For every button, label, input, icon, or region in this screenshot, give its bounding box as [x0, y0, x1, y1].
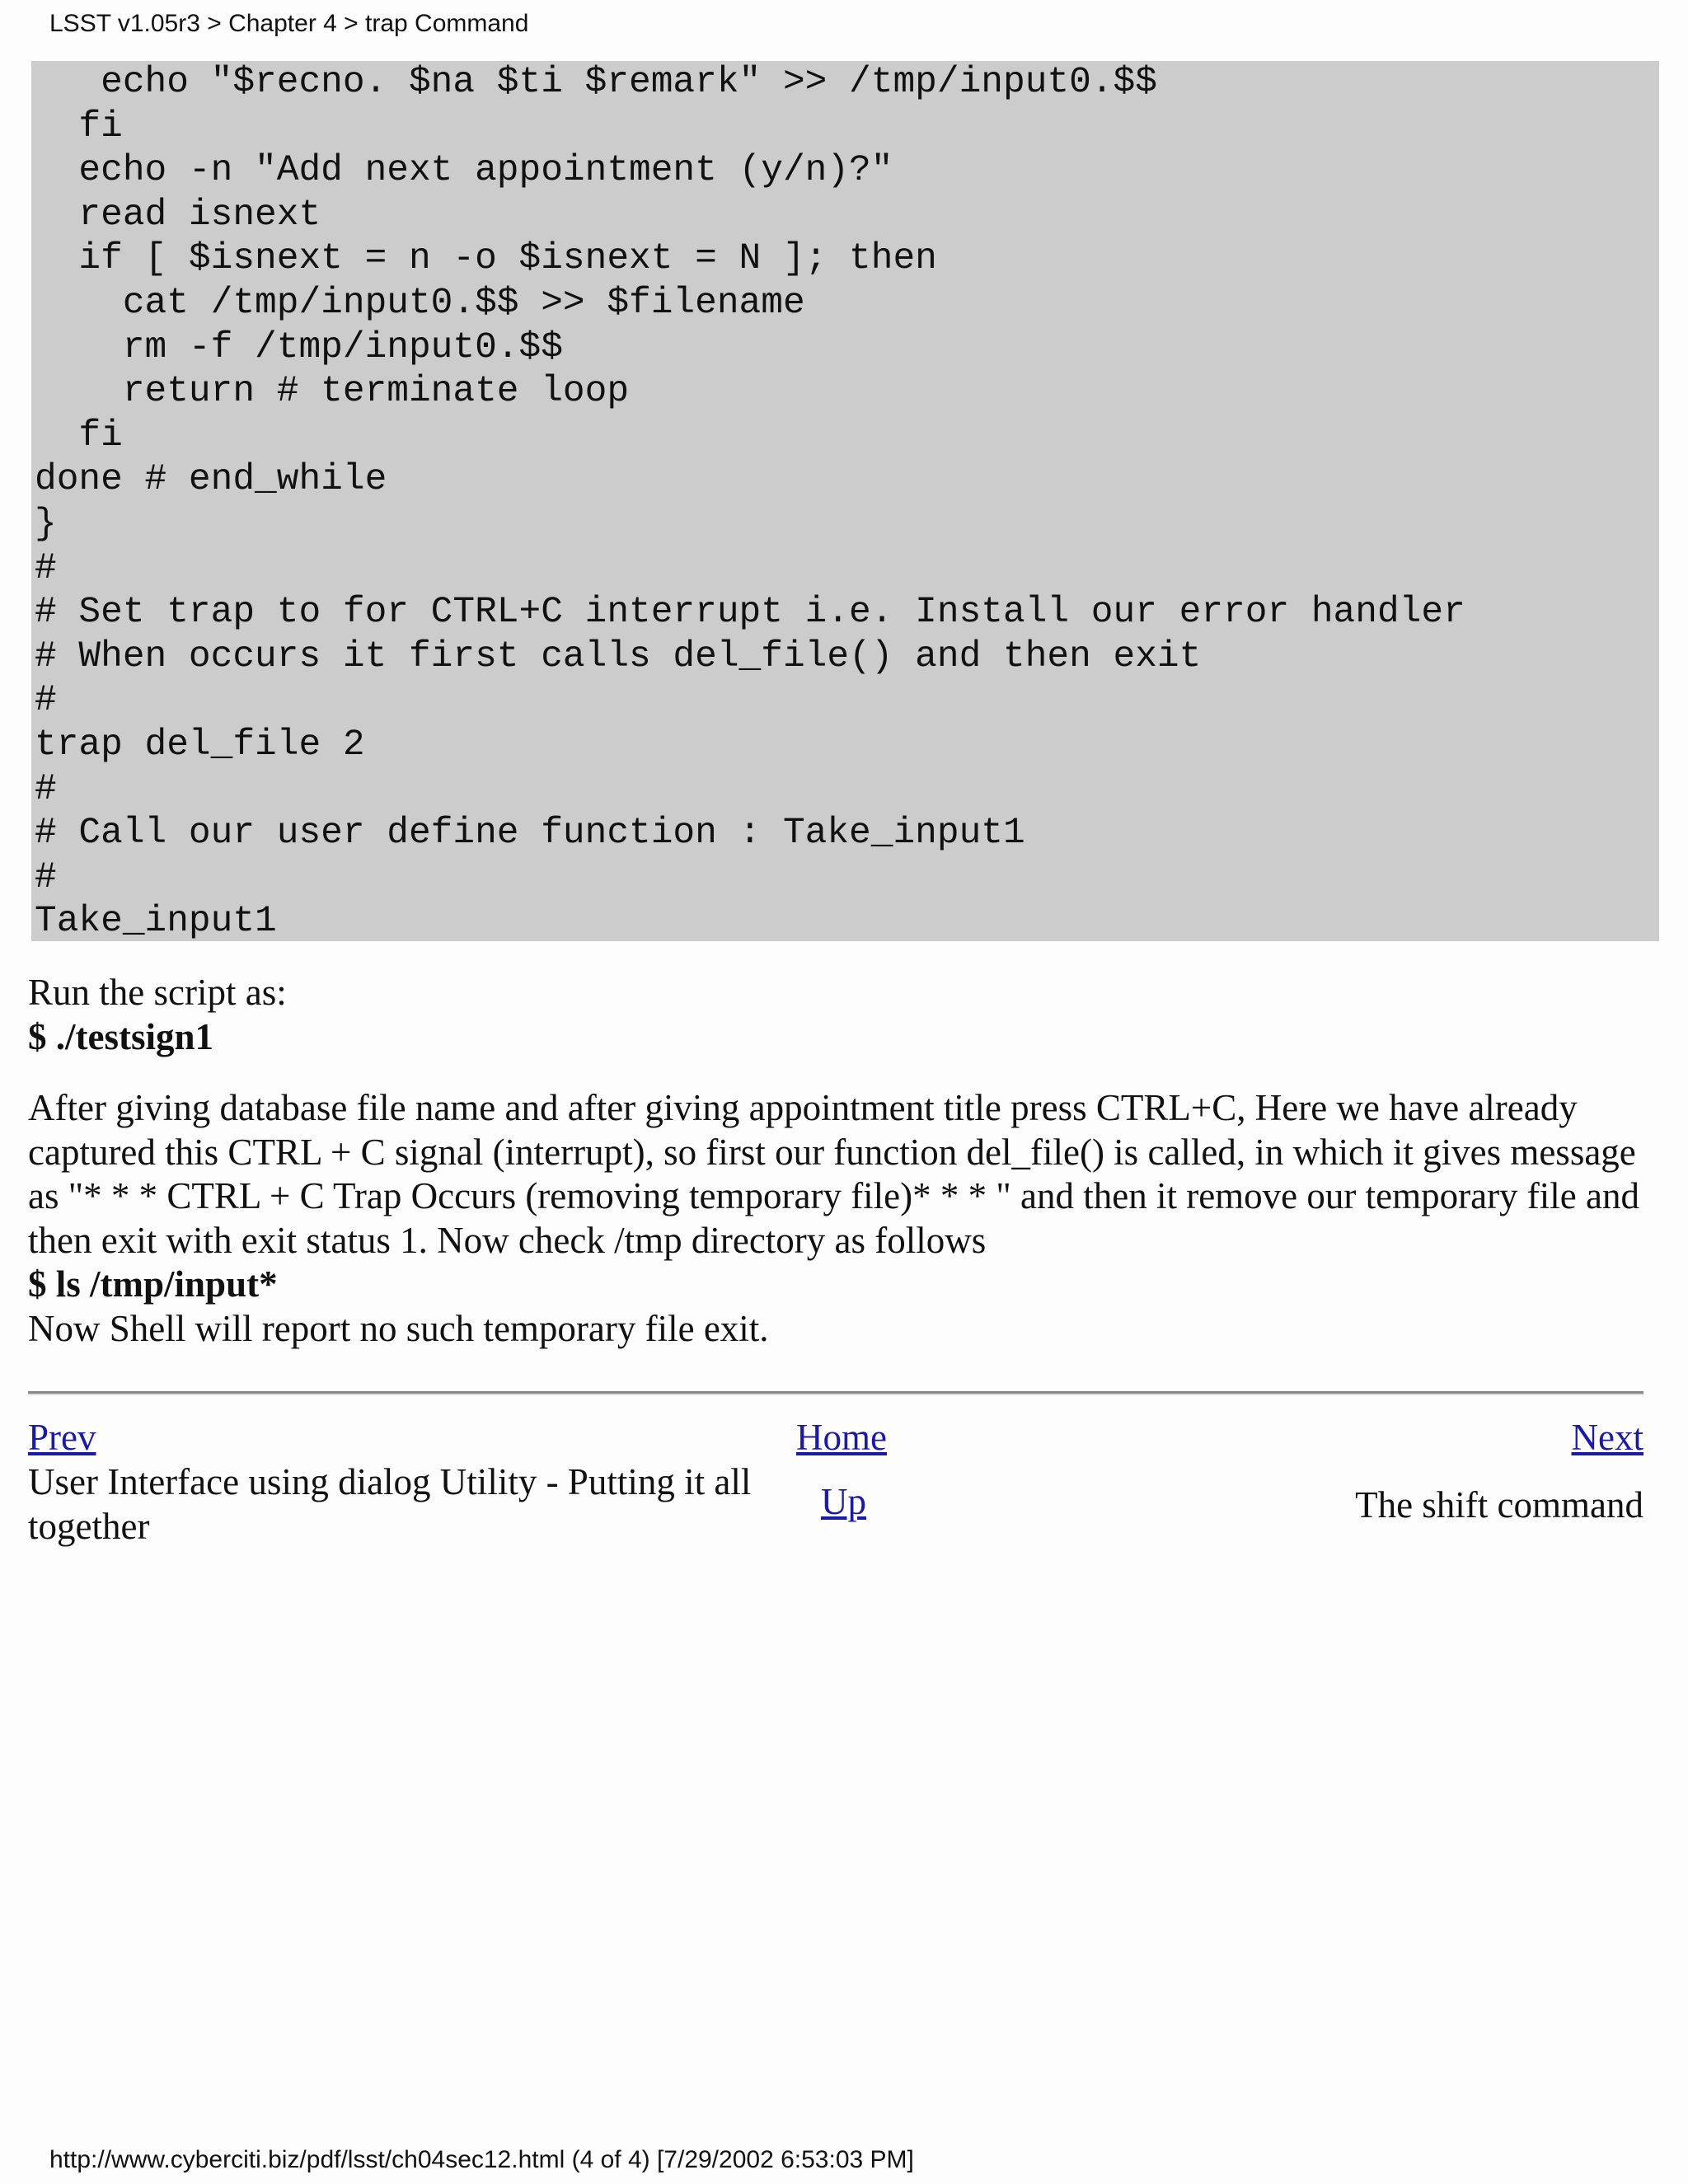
code-line: trap del_file 2 — [35, 724, 365, 766]
run-label: Run the script as: — [28, 972, 287, 1013]
code-line: # — [35, 856, 57, 898]
code-line: if [ $isnext = n -o $isnext = N ]; then — [35, 238, 937, 280]
explanation-section — [28, 1086, 1660, 1351]
code-line: # Set trap to for CTRL+C interrupt i.e. Install our error handler — [35, 592, 1465, 634]
code-line: cat /tmp/input0.$$ >> $filename — [35, 282, 805, 324]
code-line: fi — [35, 105, 123, 148]
code-block — [31, 61, 1659, 941]
up-link[interactable]: Up — [821, 1481, 866, 1522]
code-line: Take_input1 — [35, 901, 277, 941]
code-line: done # end_while — [35, 459, 387, 501]
code-line: fi — [35, 415, 123, 457]
ls-command: $ ls /tmp/input* — [28, 1263, 278, 1305]
code-line: return # terminate loop — [35, 371, 630, 413]
code-line: read isnext — [35, 194, 321, 236]
code-line: # Call our user define function : Take_input1 — [35, 813, 1025, 855]
next-link[interactable]: Next — [1571, 1417, 1643, 1458]
code-line: rm -f /tmp/input0.$$ — [35, 326, 563, 368]
code-line: # When occurs it first calls del_file() and then exit — [35, 635, 1202, 677]
code-line: # — [35, 547, 57, 589]
prev-link[interactable]: Prev — [28, 1417, 96, 1458]
divider — [28, 1391, 1643, 1395]
code-line: } — [35, 503, 57, 545]
prev-title: User Interface using dialog Utility - Putting it all together — [28, 1461, 752, 1547]
run-command: $ ./testsign1 — [28, 1015, 213, 1057]
code-line: echo -n "Add next appointment (y/n)?" — [35, 150, 893, 192]
home-link[interactable]: Home — [796, 1417, 887, 1458]
explanation-text: After giving database file name and after giving appointment title press CTRL+C, Here we have already captured this CTRL + C signal (interrupt), so first our function del_file() is called, in which it gives message as "* * * CTRL + C Trap Occurs (removing temporary file)* * * " and then it remove our temporary file and then exit with exit status 1. Now check /tmp directory as follows — [28, 1087, 1639, 1261]
breadcrumb: LSST v1.05r3 > Chapter 4 > trap Command — [49, 10, 529, 37]
code-line: # — [35, 680, 57, 722]
code-line: echo "$recno. $na $ti $remark" >> /tmp/input0.$$ — [35, 62, 1157, 103]
run-instructions — [28, 971, 1660, 1059]
footer-url: http://www.cyberciti.biz/pdf/lsst/ch04sec12.html (4 of 4) [7/29/2002 6:53:03 PM] — [49, 2146, 914, 2173]
code-line: # — [35, 768, 57, 810]
conclusion-text: Now Shell will report no such temporary file exit. — [28, 1307, 769, 1349]
next-title: The shift command — [1355, 1484, 1643, 1526]
